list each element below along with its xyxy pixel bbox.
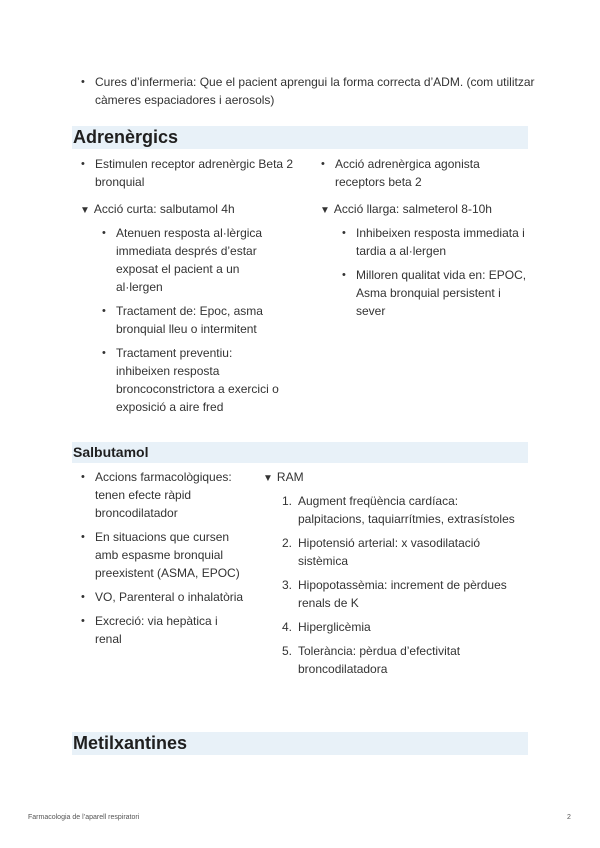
item-number: 4.: [282, 620, 293, 634]
list-item: • Cures d’infermeria: Que el pacient aprengui la forma correcta d’ADM. (com utilitzar càmeres espaciadores i aerosols): [95, 73, 535, 109]
list-item: • En situacions que cursen amb espasme bronquial preexistent (ASMA, EPOC): [95, 528, 245, 582]
list-item: • VO, Parenteral o inhalatòria: [95, 588, 245, 606]
adrenergics-right-list: [335, 155, 525, 197]
toggle-label: RAM: [276, 470, 304, 484]
numbered-item: [282, 534, 528, 570]
heading-text: Adrenèrgics: [73, 127, 179, 147]
numbered-item: [282, 576, 528, 612]
salbutamol-list: [95, 468, 245, 654]
list-item: • Estimulen receptor adrenèrgic Beta 2 bronquial: [95, 155, 295, 191]
item-text: Tolerància: pèrdua d’efectivitat broncodilatadora: [298, 644, 461, 676]
section-heading-adrenergics: [72, 126, 528, 149]
heading-text: Metilxantines: [73, 733, 188, 753]
numbered-item: [282, 618, 528, 636]
triangle-down-icon: ▼: [80, 205, 90, 216]
footer-title: Farmacologia de l’aparell respiratori: [28, 814, 140, 821]
item-text: Augment freqüència cardíaca: palpitacions, taquiarrítmies, extrasístoles: [298, 494, 515, 526]
ram-list: [282, 492, 528, 684]
item-text: Hipopotassèmia: increment de pèrdues renals de K: [298, 578, 507, 610]
toggle-label: Acció llarga: salmeterol 8-10h: [333, 202, 492, 216]
long-action-list: [356, 224, 531, 326]
list-item: • Accions farmacològiques: tenen efecte ràpid broncodilatador: [95, 468, 245, 522]
item-number: 2.: [282, 536, 293, 550]
section-heading-metilxantines: [72, 732, 528, 755]
short-action-list: [116, 224, 286, 422]
toggle-ram[interactable]: [263, 468, 304, 488]
numbered-item: [282, 492, 528, 528]
section-heading-salbutamol: [72, 442, 528, 463]
heading-text: Salbutamol: [73, 444, 149, 460]
adrenergics-left-list: [95, 155, 295, 197]
list-item: • Atenuen resposta al·lèrgica immediata després d’estar exposat el pacient a un al·lergen: [116, 224, 286, 296]
list-item: • Excreció: via hepàtica i renal: [95, 612, 245, 648]
item-number: 5.: [282, 644, 293, 658]
numbered-item: [282, 642, 528, 678]
item-number: 1.: [282, 494, 293, 508]
list-item: • Milloren qualitat vida en: EPOC, Asma bronquial persistent i sever: [356, 266, 531, 320]
intro-list: [95, 73, 535, 115]
list-item: • Tractament de: Epoc, asma bronquial lleu o intermitent: [116, 302, 286, 338]
toggle-label: Acció curta: salbutamol 4h: [93, 202, 235, 216]
triangle-down-icon: ▼: [263, 473, 273, 484]
toggle-long-action[interactable]: [320, 200, 492, 220]
item-text: Hiperglicèmia: [298, 620, 371, 634]
triangle-down-icon: ▼: [320, 205, 330, 216]
list-item: • Acció adrenèrgica agonista receptors beta 2: [335, 155, 525, 191]
item-number: 3.: [282, 578, 293, 592]
page-number: 2: [567, 814, 571, 821]
toggle-short-action[interactable]: [80, 200, 235, 220]
list-item: • Inhibeixen resposta immediata i tardia a al·lergen: [356, 224, 531, 260]
item-text: Hipotensió arterial: x vasodilatació sistèmica: [298, 536, 481, 568]
list-item: • Tractament preventiu: inhibeixen resposta broncoconstrictora a exercici o exposició a aire fred: [116, 344, 286, 416]
